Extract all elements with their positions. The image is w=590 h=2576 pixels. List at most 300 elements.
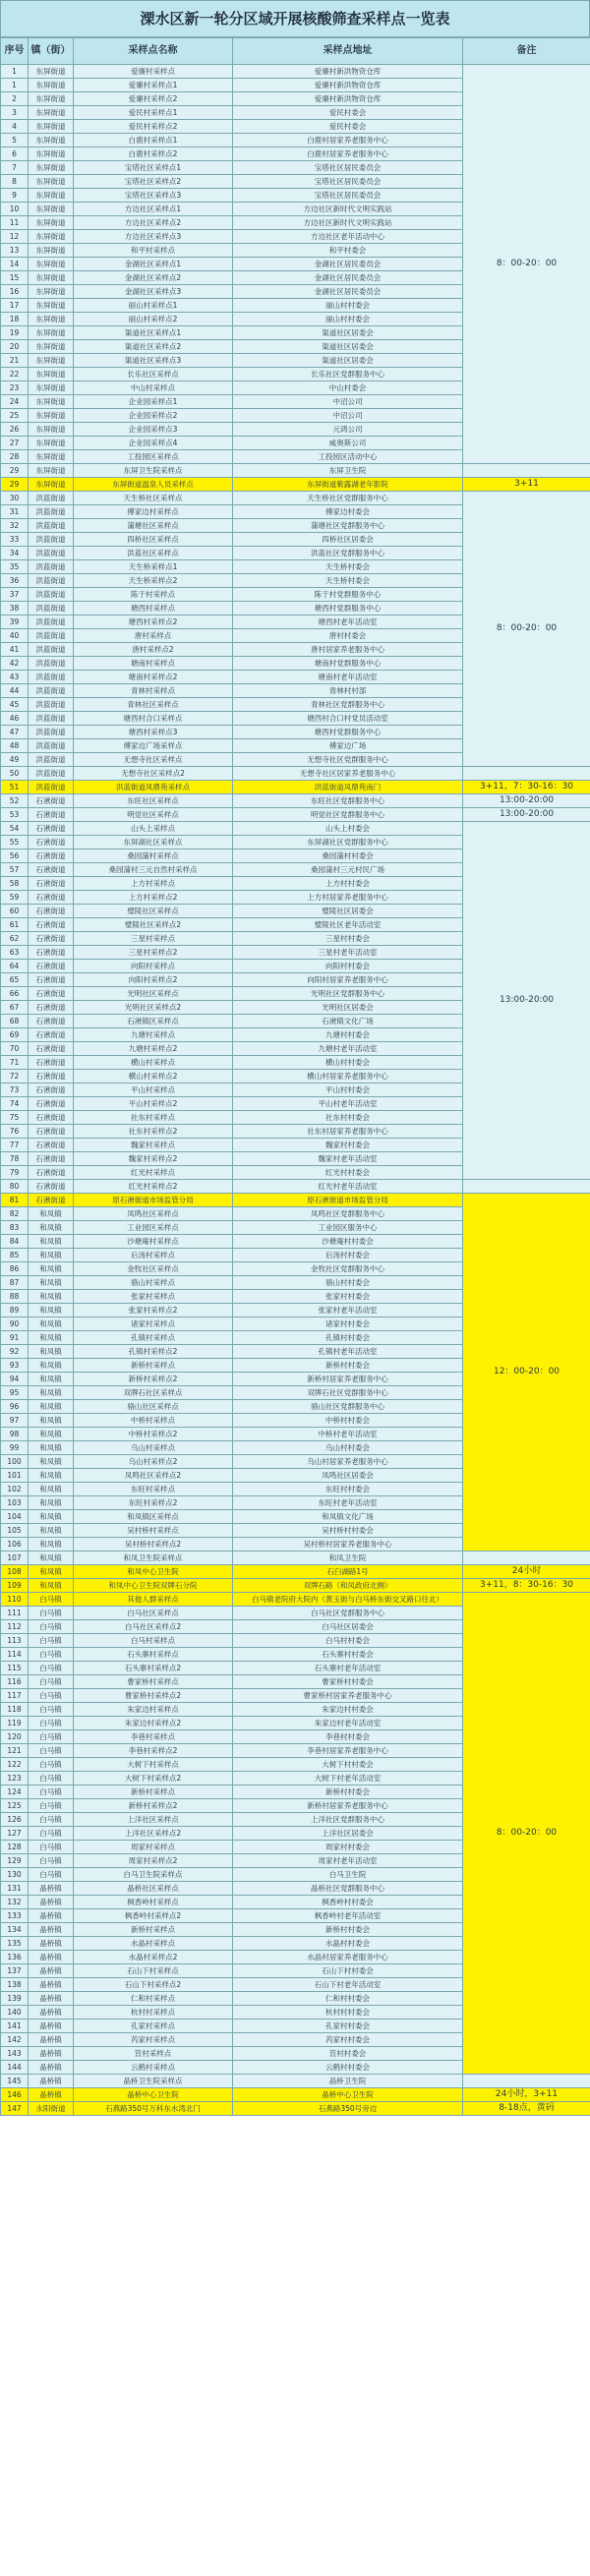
- cell-addr: 孔镇村老年活动室: [233, 1345, 463, 1359]
- cell-no: 49: [1, 753, 29, 767]
- cell-name: 双牌石社区采样点: [74, 1386, 233, 1400]
- cell-addr: 桑园蒲村村委会: [233, 849, 463, 863]
- cell-name: 东屏湖社区采样点: [74, 836, 233, 849]
- cell-addr: 白马镇老院府大院内（黄玉街与白马桥东街交叉路口往北）: [233, 1593, 463, 1607]
- cell-addr: 傅家边广场: [233, 739, 463, 753]
- cell-addr: 曹家桥村居家养老服务中心: [233, 1689, 463, 1703]
- cell-addr: 新桥村居家养老服务中心: [233, 1373, 463, 1386]
- cell-town: 东屏街道: [29, 478, 74, 492]
- cell-no: 8: [1, 175, 29, 189]
- cell-addr: 张家村村委会: [233, 1290, 463, 1304]
- cell-addr: 爱民村委会: [233, 106, 463, 120]
- cell-town: 白马镇: [29, 1827, 74, 1841]
- cell-no: 125: [1, 1799, 29, 1813]
- table-row: [1, 1565, 590, 1579]
- cell-town: 石湫街道: [29, 918, 74, 932]
- cell-town: 东屏街道: [29, 175, 74, 189]
- cell-no: 115: [1, 1662, 29, 1675]
- cell-no: 84: [1, 1235, 29, 1249]
- cell-no: 61: [1, 918, 29, 932]
- cell-name: 爱廉村采样点: [74, 65, 233, 79]
- cell-town: 东屏街道: [29, 340, 74, 354]
- cell-name: 上方村采样点: [74, 877, 233, 891]
- cell-no: 2: [1, 92, 29, 106]
- cell-addr: 璧陵社区居委会: [233, 905, 463, 918]
- cell-no: 127: [1, 1827, 29, 1841]
- cell-no: 99: [1, 1441, 29, 1455]
- cell-town: 石湫街道: [29, 1083, 74, 1097]
- cell-addr: 骆山社区党群服务中心: [233, 1400, 463, 1414]
- table-row: [1, 2075, 590, 2088]
- cell-town: 东屏街道: [29, 437, 74, 450]
- cell-town: 和凤镇: [29, 1441, 74, 1455]
- cell-name: 红光村采样点: [74, 1166, 233, 1180]
- cell-town: 和凤镇: [29, 1538, 74, 1551]
- cell-no: 64: [1, 960, 29, 973]
- cell-name: 上洋社区采样点2: [74, 1827, 233, 1841]
- cell-addr: 宝塔社区居民委员会: [233, 161, 463, 175]
- cell-note: 8-18点，黄码: [463, 2102, 590, 2116]
- cell-name: 光明社区采样点2: [74, 1001, 233, 1015]
- cell-town: 永阳街道: [29, 2102, 74, 2116]
- cell-town: 晶桥镇: [29, 1978, 74, 1992]
- cell-name: 仁和村采样点: [74, 1992, 233, 2006]
- cell-no: 32: [1, 519, 29, 533]
- cell-town: 东屏街道: [29, 354, 74, 368]
- cell-no: 37: [1, 588, 29, 602]
- cell-name: 乌山村采样点: [74, 1441, 233, 1455]
- cell-town: 晶桥镇: [29, 2020, 74, 2033]
- cell-no: 110: [1, 1593, 29, 1607]
- cell-no: 3: [1, 106, 29, 120]
- cell-town: 和凤镇: [29, 1304, 74, 1317]
- cell-addr: 上方村居家养老服务中心: [233, 891, 463, 905]
- cell-note: [463, 767, 590, 781]
- cell-addr: 孔镇村村委会: [233, 1331, 463, 1345]
- cell-no: 90: [1, 1317, 29, 1331]
- cell-hours: 12：00-20：00: [463, 1194, 590, 1551]
- table-row: [1, 1180, 590, 1194]
- cell-name: 三星村采样点: [74, 932, 233, 946]
- cell-no: 71: [1, 1056, 29, 1070]
- cell-name: 塘南村采样点2: [74, 671, 233, 684]
- cell-no: 41: [1, 643, 29, 657]
- cell-addr: 石臼湖路1号: [233, 1565, 463, 1579]
- cell-town: 东屏街道: [29, 230, 74, 244]
- cell-town: 白马镇: [29, 1703, 74, 1717]
- cell-name: 石湫镇区采样点: [74, 1015, 233, 1028]
- cell-no: 58: [1, 877, 29, 891]
- cell-no: 129: [1, 1854, 29, 1868]
- cell-addr: 长乐社区党群服务中心: [233, 368, 463, 381]
- cell-name: 芮家村采样点: [74, 2033, 233, 2047]
- cell-name: 枫香岭村采样点: [74, 1896, 233, 1909]
- cell-town: 石湫街道: [29, 960, 74, 973]
- cell-name: 唐村采样点: [74, 629, 233, 643]
- cell-addr: 社东村居家养老服务中心: [233, 1125, 463, 1139]
- cell-addr: 魏家村老年活动室: [233, 1152, 463, 1166]
- cell-no: 133: [1, 1909, 29, 1923]
- cell-no: 62: [1, 932, 29, 946]
- cell-town: 和凤镇: [29, 1235, 74, 1249]
- cell-addr: 洪蓝社区党群服务中心: [233, 547, 463, 560]
- cell-name: 塘西村采样点3: [74, 726, 233, 739]
- cell-addr: 东旺社区党群服务中心: [233, 794, 463, 808]
- cell-name: 枫香岭村采样点2: [74, 1909, 233, 1923]
- cell-addr: 凤鸣社区居委会: [233, 1469, 463, 1483]
- cell-addr: 唐村村委会: [233, 629, 463, 643]
- cell-name: 张家村采样点: [74, 1290, 233, 1304]
- cell-addr: 枫香岭村老年活动室: [233, 1909, 463, 1923]
- cell-no: 146: [1, 2088, 29, 2102]
- cell-no: 12: [1, 230, 29, 244]
- cell-addr: 张家村老年活动室: [233, 1304, 463, 1317]
- cell-name: 新桥村采样点: [74, 1786, 233, 1799]
- cell-addr: 丽山村村委会: [233, 299, 463, 313]
- cell-name: 山头上采样点: [74, 822, 233, 836]
- cell-name: 九塘村采样点2: [74, 1042, 233, 1056]
- cell-hours: 13:00-20:00: [463, 822, 590, 1180]
- cell-town: 石湫街道: [29, 891, 74, 905]
- cell-name: 云鹤村采样点: [74, 2061, 233, 2075]
- cell-name: 洪蓝社区采样点: [74, 547, 233, 560]
- cell-name: 白鹿村采样点2: [74, 147, 233, 161]
- cell-name: 孔家村采样点: [74, 2020, 233, 2033]
- cell-addr: 明觉社区党群服务中心: [233, 808, 463, 822]
- cell-name: 原石湫街道市场监管分局: [74, 1194, 233, 1207]
- cell-no: 26: [1, 423, 29, 437]
- cell-name: 桑园蒲村三元自然村采样点: [74, 863, 233, 877]
- cell-name: 企业园采样点4: [74, 437, 233, 450]
- cell-town: 白马镇: [29, 1689, 74, 1703]
- cell-no: 106: [1, 1538, 29, 1551]
- cell-addr: 宝塔社区居民委员会: [233, 175, 463, 189]
- cell-addr: 渠道社区居委会: [233, 326, 463, 340]
- cell-addr: 无想寺社区居家养老服务中心: [233, 767, 463, 781]
- cell-town: 白马镇: [29, 1841, 74, 1854]
- table-row: [1, 822, 590, 836]
- cell-addr: 宝塔社区居民委员会: [233, 189, 463, 203]
- cell-name: 李巷村采样点: [74, 1730, 233, 1744]
- cell-no: 117: [1, 1689, 29, 1703]
- cell-no: 29: [1, 478, 29, 492]
- cell-town: 和凤镇: [29, 1551, 74, 1565]
- cell-town: 石湫街道: [29, 877, 74, 891]
- cell-town: 石湫街道: [29, 849, 74, 863]
- cell-no: 144: [1, 2061, 29, 2075]
- cell-name: 企业园采样点2: [74, 409, 233, 423]
- cell-name: 宝塔社区采样点1: [74, 161, 233, 175]
- cell-town: 东屏街道: [29, 313, 74, 326]
- cell-town: 和凤镇: [29, 1386, 74, 1400]
- cell-name: 东旺村采样点2: [74, 1496, 233, 1510]
- cell-no: 91: [1, 1331, 29, 1345]
- cell-no: 107: [1, 1551, 29, 1565]
- cell-no: 50: [1, 767, 29, 781]
- cell-town: 石湫街道: [29, 1042, 74, 1056]
- cell-town: 东屏街道: [29, 134, 74, 147]
- cell-addr: 平山村村委会: [233, 1083, 463, 1097]
- cell-name: 朱家边村采样点2: [74, 1717, 233, 1730]
- cell-addr: 工投园区活动中心: [233, 450, 463, 464]
- cell-no: 33: [1, 533, 29, 547]
- cell-no: 143: [1, 2047, 29, 2061]
- cell-addr: 洪蓝街道凤鼎苑南门: [233, 781, 463, 794]
- cell-no: 59: [1, 891, 29, 905]
- cell-name: 后汤村采样点: [74, 1249, 233, 1262]
- cell-name: 桑园蒲村采样点: [74, 849, 233, 863]
- cell-town: 白马镇: [29, 1772, 74, 1786]
- cell-town: 东屏街道: [29, 381, 74, 395]
- cell-name: 白马社区采样点: [74, 1607, 233, 1620]
- cell-name: 三星村采样点2: [74, 946, 233, 960]
- cell-town: 石湫街道: [29, 987, 74, 1001]
- cell-no: 88: [1, 1290, 29, 1304]
- cell-no: 98: [1, 1428, 29, 1441]
- cell-no: 21: [1, 354, 29, 368]
- cell-town: 白马镇: [29, 1607, 74, 1620]
- cell-note: [463, 1551, 590, 1565]
- cell-name: 中桥村采样点: [74, 1414, 233, 1428]
- cell-no: 130: [1, 1868, 29, 1882]
- cell-addr: 魏家村村委会: [233, 1139, 463, 1152]
- cell-name: 塘南村采样点: [74, 657, 233, 671]
- cell-no: 113: [1, 1634, 29, 1648]
- cell-town: 晶桥镇: [29, 2061, 74, 2075]
- cell-addr: 东旺村老年活动室: [233, 1496, 463, 1510]
- page-title: 溧水区新一轮分区域开展核酸筛查采样点一览表: [0, 0, 590, 37]
- cell-name: 孔镇村采样点: [74, 1331, 233, 1345]
- cell-name: 璧陵社区采样点2: [74, 918, 233, 932]
- cell-no: 102: [1, 1483, 29, 1496]
- cell-name: 水晶村采样点2: [74, 1951, 233, 1964]
- cell-town: 石湫街道: [29, 1194, 74, 1207]
- cell-no: 86: [1, 1262, 29, 1276]
- cell-town: 石湫街道: [29, 808, 74, 822]
- cell-town: 石湫街道: [29, 1056, 74, 1070]
- cell-no: 42: [1, 657, 29, 671]
- cell-addr: 水晶村居家养老服务中心: [233, 1951, 463, 1964]
- cell-no: 70: [1, 1042, 29, 1056]
- cell-no: 22: [1, 368, 29, 381]
- cell-no: 77: [1, 1139, 29, 1152]
- cell-no: 17: [1, 299, 29, 313]
- cell-addr: 塘南村老年活动室: [233, 671, 463, 684]
- cell-town: 洪蓝街道: [29, 753, 74, 767]
- cell-addr: 晶桥社区党群服务中心: [233, 1882, 463, 1896]
- cell-no: 5: [1, 134, 29, 147]
- cell-no: 140: [1, 2006, 29, 2020]
- cell-no: 46: [1, 712, 29, 726]
- table-body: [1, 65, 590, 2116]
- cell-no: 14: [1, 258, 29, 271]
- cell-note: 3+11: [463, 478, 590, 492]
- cell-town: 洪蓝街道: [29, 684, 74, 698]
- cell-addr: 乌山村村委会: [233, 1441, 463, 1455]
- cell-addr: 红光村老年活动室: [233, 1180, 463, 1194]
- cell-addr: 李巷村居家养老服务中心: [233, 1744, 463, 1758]
- cell-town: 东屏街道: [29, 450, 74, 464]
- cell-addr: 工业园区服务中心: [233, 1221, 463, 1235]
- cell-addr: 新桥村村委会: [233, 1359, 463, 1373]
- cell-addr: 凤鸣社区党群服务中心: [233, 1207, 463, 1221]
- cell-addr: 东屏湖社区党群服务中心: [233, 836, 463, 849]
- cell-addr: 石燕路350号旁边: [233, 2102, 463, 2116]
- table-row: [1, 65, 590, 79]
- cell-no: 53: [1, 808, 29, 822]
- cell-addr: 青林村村部: [233, 684, 463, 698]
- cell-addr: 和凤镇文化广场: [233, 1510, 463, 1524]
- cell-no: 65: [1, 973, 29, 987]
- cell-no: 11: [1, 216, 29, 230]
- cell-name: 社东村采样点: [74, 1111, 233, 1125]
- cell-no: 24: [1, 395, 29, 409]
- cell-no: 118: [1, 1703, 29, 1717]
- cell-no: 55: [1, 836, 29, 849]
- cell-addr: 九塘村村委会: [233, 1028, 463, 1042]
- cell-no: 135: [1, 1937, 29, 1951]
- cell-no: 48: [1, 739, 29, 753]
- cell-name: 白马社区采样点2: [74, 1620, 233, 1634]
- table-row: [1, 781, 590, 794]
- cell-town: 和凤镇: [29, 1400, 74, 1414]
- cell-note: [463, 464, 590, 478]
- cell-no: 87: [1, 1276, 29, 1290]
- cell-no: 28: [1, 450, 29, 464]
- cell-addr: 平山村老年活动室: [233, 1097, 463, 1111]
- cell-town: 洪蓝街道: [29, 781, 74, 794]
- cell-no: 72: [1, 1070, 29, 1083]
- cell-name: 丽山村采样点2: [74, 313, 233, 326]
- cell-name: 大树下村采样点2: [74, 1772, 233, 1786]
- cell-addr: 爱廉村新洪物资仓库: [233, 65, 463, 79]
- cell-name: 凤鸣社区采样点2: [74, 1469, 233, 1483]
- cell-no: 145: [1, 2075, 29, 2088]
- cell-no: 19: [1, 326, 29, 340]
- cell-town: 东屏街道: [29, 326, 74, 340]
- cell-name: 白鹿村采样点1: [74, 134, 233, 147]
- cell-name: 魏家村采样点: [74, 1139, 233, 1152]
- cell-no: 67: [1, 1001, 29, 1015]
- cell-name: 石头寨村采样点: [74, 1648, 233, 1662]
- cell-no: 73: [1, 1083, 29, 1097]
- cell-town: 和凤镇: [29, 1221, 74, 1235]
- cell-addr: 周家村村委会: [233, 1841, 463, 1854]
- cell-town: 和凤镇: [29, 1249, 74, 1262]
- cell-no: 23: [1, 381, 29, 395]
- cell-addr: 吴村桥村居家养老服务中心: [233, 1538, 463, 1551]
- cell-no: 16: [1, 285, 29, 299]
- cell-town: 白马镇: [29, 1634, 74, 1648]
- cell-note: 24小时: [463, 1565, 590, 1579]
- cell-name: 洪蓝街道凤鼎苑采样点: [74, 781, 233, 794]
- cell-town: 洪蓝街道: [29, 712, 74, 726]
- cell-town: 洪蓝街道: [29, 574, 74, 588]
- cell-addr: 白马卫生院: [233, 1868, 463, 1882]
- cell-addr: 白马社区居委会: [233, 1620, 463, 1634]
- cell-town: 白马镇: [29, 1868, 74, 1882]
- cell-addr: 横山村居家养老服务中心: [233, 1070, 463, 1083]
- cell-addr: 诸家村村委会: [233, 1317, 463, 1331]
- cell-town: 东屏街道: [29, 147, 74, 161]
- cell-town: 洪蓝街道: [29, 739, 74, 753]
- cell-name: 向阳村采样点2: [74, 973, 233, 987]
- cell-name: 凤鸣社区采样点: [74, 1207, 233, 1221]
- cell-addr: 天生桥村委会: [233, 560, 463, 574]
- cell-town: 洪蓝街道: [29, 615, 74, 629]
- cell-addr: 中沼公司: [233, 395, 463, 409]
- cell-name: 石山下村采样点: [74, 1964, 233, 1978]
- cell-addr: 横山村村委会: [233, 1056, 463, 1070]
- cell-town: 和凤镇: [29, 1565, 74, 1579]
- cell-no: 85: [1, 1249, 29, 1262]
- cell-addr: 丽山村村委会: [233, 313, 463, 326]
- cell-addr: 金湖社区居民委员会: [233, 285, 463, 299]
- cell-name: 金湖社区采样点2: [74, 271, 233, 285]
- cell-no: 78: [1, 1152, 29, 1166]
- cell-town: 和凤镇: [29, 1276, 74, 1290]
- cell-name: 李巷村采样点2: [74, 1744, 233, 1758]
- cell-town: 东屏街道: [29, 423, 74, 437]
- cell-name: 工业园区采样点: [74, 1221, 233, 1235]
- cell-no: 74: [1, 1097, 29, 1111]
- cell-no: 30: [1, 492, 29, 505]
- cell-town: 洪蓝街道: [29, 560, 74, 574]
- cell-addr: 李巷村村委会: [233, 1730, 463, 1744]
- cell-no: 101: [1, 1469, 29, 1483]
- cell-hours: 8：00-20：00: [463, 1593, 590, 2075]
- cell-no: 66: [1, 987, 29, 1001]
- cell-no: 121: [1, 1744, 29, 1758]
- cell-note: 3+11，7：30-16：30: [463, 781, 590, 794]
- cell-addr: 金湖社区居民委员会: [233, 258, 463, 271]
- cell-town: 石湫街道: [29, 1139, 74, 1152]
- cell-town: 东屏街道: [29, 203, 74, 216]
- cell-name: 石山下村采样点2: [74, 1978, 233, 1992]
- cell-name: 无想寺社区采样点2: [74, 767, 233, 781]
- cell-town: 东屏街道: [29, 161, 74, 175]
- cell-addr: 云鹤村村委会: [233, 2061, 463, 2075]
- sampling-table: [0, 37, 590, 2116]
- cell-town: 石湫街道: [29, 1125, 74, 1139]
- cell-name: 爱民村采样点1: [74, 106, 233, 120]
- table-row: [1, 1194, 590, 1207]
- cell-addr: 陈于村党群服务中心: [233, 588, 463, 602]
- cell-name: 平山村采样点: [74, 1083, 233, 1097]
- cell-town: 白马镇: [29, 1662, 74, 1675]
- cell-name: 横山村采样点: [74, 1056, 233, 1070]
- cell-addr: 向阳村村委会: [233, 960, 463, 973]
- cell-no: 141: [1, 2020, 29, 2033]
- cell-town: 晶桥镇: [29, 2088, 74, 2102]
- cell-no: 34: [1, 547, 29, 560]
- cell-name: 新桥村采样点2: [74, 1799, 233, 1813]
- cell-no: 104: [1, 1510, 29, 1524]
- cell-name: 明觉社区采样点: [74, 808, 233, 822]
- cell-no: 83: [1, 1221, 29, 1235]
- cell-name: 东旺村采样点: [74, 1483, 233, 1496]
- cell-addr: 金湖社区居民委员会: [233, 271, 463, 285]
- cell-no: 1: [1, 79, 29, 92]
- cell-town: 晶桥镇: [29, 2006, 74, 2020]
- cell-town: 东屏街道: [29, 464, 74, 478]
- cell-no: 80: [1, 1180, 29, 1194]
- cell-name: 方边社区采样点3: [74, 230, 233, 244]
- cell-no: 60: [1, 905, 29, 918]
- cell-name: 东屏街道温泉人员采样点: [74, 478, 233, 492]
- cell-name: 四桥社区采样点: [74, 533, 233, 547]
- header-no: 序号: [1, 38, 29, 65]
